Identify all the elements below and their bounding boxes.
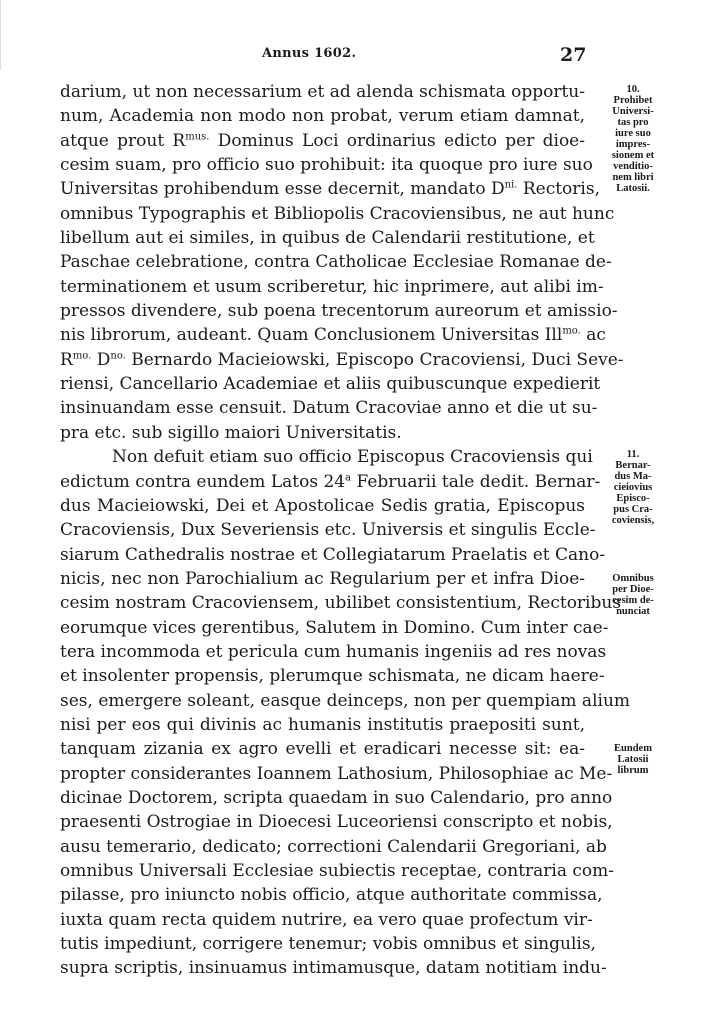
text-line: dicinae Doctorem, scripta quaedam in suo Calendario, pro anno [60, 787, 613, 808]
text-line: insinuandam esse censuit. Datum Cracoviae anno et die ut su- [60, 398, 598, 419]
marginal-note-line: cesim de- [612, 595, 654, 606]
marginal-note-line: venditio- [613, 161, 653, 172]
text-line: terminationem et usum scriberetur, hic inprimere, aut alibi im- [60, 276, 604, 297]
text-line: pressos divendere, sub poena trecentorum aureorum et amissio- [60, 301, 618, 322]
running-head: Annus 1602. [262, 46, 357, 61]
marginal-note-line: Episco- [616, 493, 650, 505]
text-line: num, Academia non modo non probat, verum etiam damnat, [60, 106, 585, 127]
text-line: praesenti Ostrogiae in Dioecesi Luceoriensi conscripto et nobis, [60, 812, 613, 833]
marginal-note [592, 449, 674, 526]
text-line: nicis, nec non Parochialium ac Regularium per et infra Dioe- [60, 568, 585, 589]
text-line: pra etc. sub sigillo maiori Universitatis. [60, 422, 402, 443]
marginal-note [592, 84, 674, 194]
marginal-note [592, 573, 674, 617]
marginal-note-line: Eundem [614, 743, 652, 755]
main-text [60, 80, 631, 981]
marginal-note-line: librum [617, 765, 649, 777]
paragraph [60, 80, 624, 445]
text-line: riensi, Cancellario Academiae et aliis quibuscunque expedierit [60, 374, 601, 395]
text-line: propter considerantes Ioannem Lathosium, Philosophiae ac Me- [60, 763, 613, 784]
text-line: dus Macieiowski, Dei et Apostolicae Sedis gratia, Episcopus [60, 495, 585, 516]
marginal-note-line: impres- [615, 139, 651, 150]
text-line: Universitas prohibendum esse decernit, mandato $D^{ni.}$ Rectoris, [60, 179, 600, 200]
marginal-note-line: dus Ma- [614, 471, 652, 483]
text-line: cesim nostram Cracoviensem, ubilibet consistentium, Rectoribus [60, 593, 622, 614]
text-line: libellum aut ei similes, in quibus de Calendarii restitutione, et [60, 228, 595, 249]
text-line: ausu temerario, dedicato; correctioni Calendarii Gregoriani, ab [60, 836, 607, 857]
text-line: supra scriptis, insinuamus intimamusque, datam notitiam indu- [60, 958, 607, 979]
marginal-note-line: Universi- [612, 106, 654, 117]
text-line: darium, ut non necessarium et ad alenda schismata opportu- [60, 82, 585, 102]
marginal-note-line: Omnibus [612, 573, 654, 584]
marginal-note-line: nem libri [612, 172, 654, 183]
text-line: Non defuit etiam suo officio Episcopus Cracoviensis qui [112, 447, 593, 468]
paragraph [60, 445, 631, 981]
text-line: omnibus Universali Ecclesiae subiectis receptae, contraria com- [60, 861, 615, 881]
marginal-note-line: Latosii [617, 754, 649, 766]
scan-edge-mark [0, 0, 11, 70]
marginal-note-line: nunciat [616, 606, 650, 617]
marginal-note-line: pus Cra- [613, 504, 653, 516]
marginal-note-line: tas pro [617, 117, 649, 128]
text-line: Paschae celebratione, contra Catholicae Ecclesiae Romanae de- [60, 252, 612, 273]
marginal-note-line: Latosii. [616, 183, 650, 194]
marginal-note-line: 11. [626, 449, 640, 461]
text-line: atque prout $R^{mus.}$ Dominus Loci ordinarius edicto per dioe- [60, 130, 585, 151]
page-number: 27 [560, 44, 587, 66]
marginal-note-line: Prohibet [613, 95, 653, 106]
text-line: edictum contra eundem Latos 24$^a$ Februarii tale dedit. Bernar- [60, 471, 601, 492]
marginal-note-line: iure suo [615, 128, 651, 139]
text-line: Cracoviensis, Dux Severiensis etc. Universis et singulis Eccle- [60, 520, 596, 541]
text-line: omnibus Typographis et Bibliopolis Cracoviensibus, ne aut hunc [60, 203, 615, 224]
text-line: cesim suam, pro officio suo prohibuit: ita quoque pro iure suo [60, 155, 593, 176]
text-line: siarum Cathedralis nostrae et Collegiatarum Praelatis et Cano- [60, 544, 606, 565]
text-line: pilasse, pro iniuncto nobis officio, atque authoritate commissa, [60, 885, 603, 906]
text-line: tera incommoda et pericula cum humanis ingeniis ad res novas [60, 641, 607, 662]
text-line: eorumque vices gerentibus, Salutem in Domino. Cum inter cae- [60, 617, 609, 638]
text-line: tutis impediunt, corrigere tenemur; vobis omnibus et singulis, [60, 934, 596, 955]
text-line: tanquam zizania ex agro evelli et eradicari necesse sit: ea- [60, 739, 585, 760]
text-line: nisi per eos qui divinis ac humanis institutis praepositi sunt, [60, 714, 585, 735]
marginal-note [592, 743, 674, 776]
text-line: ses, emergere soleant, easque deinceps, non per quempiam alium [60, 690, 631, 711]
text-line: $R^{mo.}$ $D^{no.}$ Bernardo Macieiowski, Episcopo Cracoviensi, Duci Seve- [60, 349, 624, 370]
marginal-note-line: Bernar- [615, 460, 651, 472]
text-line: et insolenter propensis, plerumque schismata, ne dicam haere- [60, 666, 605, 687]
marginal-note-line: sionem et [611, 150, 655, 161]
marginal-note-line: 10. [626, 84, 640, 95]
text-line: nis librorum, audeant. Quam Conclusionem Universitas Ill$^{mo.}$ ac [60, 325, 606, 346]
marginal-note-line: coviensis, [611, 515, 655, 527]
marginal-note-line: cieiovius [613, 482, 653, 494]
text-line: iuxta quam recta quidem nutrire, ea vero quae profectum vir- [60, 909, 593, 930]
marginal-note-line: per Dioe- [612, 584, 654, 595]
